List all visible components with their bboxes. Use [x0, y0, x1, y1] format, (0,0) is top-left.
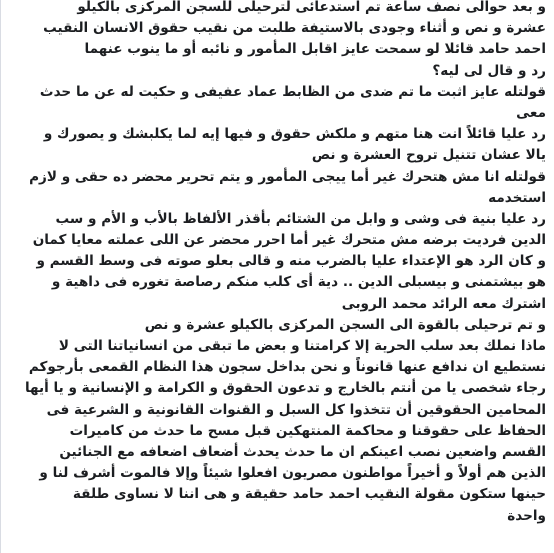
- post-line: القسم واضعين نصب اعينكم ان ما حدث يحدث أضعاف اضعافه مع الجنائين: [59, 443, 546, 460]
- post-line: يالا عشان تتنيل تروح العشرة و نص: [311, 147, 546, 164]
- post-line: و كان الرد هو الإعتداء عليا بالضرب منه و قالى بعلو صوته فى وسط القسم و: [36, 253, 546, 270]
- post-line: الذين هم أولاً و أخيراً مواطنون مصريون افعلوا شيئاً وإلا فالموت أشرف لنا و: [39, 465, 546, 482]
- post-line: الدين فرديت برضه مش متحرك غير أما احرر محضر عن اللى عملته معايا كمان: [32, 232, 546, 249]
- post-line: قولتله انا مش هتحرك غير أما ييجى المأمور و يتم تحرير محضر ده حقى و لازم: [29, 168, 546, 185]
- post-line: المحامين الحقوقين أن تتخذوا كل السبل و القنوات القانونية و الشرعية فى: [46, 401, 546, 418]
- post-line: حينها ستكون مقولة النقيب احمد حامد حقيقة و هى اننا لا نساوى طلقة: [72, 486, 546, 503]
- post-text-body: [1, 0, 554, 527]
- post-line: الحفاظ على حقوقنا و محاكمة المنتهكين قبل مسح ما حدث من كاميرات: [69, 422, 546, 439]
- post-line: رد عليا قائلاً انت هنا متهم و ملكش حقوق و فيها إيه لما يكلبشك و يصورك و: [43, 126, 546, 143]
- post-line: احمد حامد قائلا لو سمحت عايز اقابل المأمور و نائبه أو ما ينوب عنهما: [84, 41, 546, 58]
- post-line: رجاء شخصى يا من أنتم بالخارج و تدعون الحقوق و الكرامة و الإنسانية و يا أيها: [24, 380, 546, 397]
- post-line: استخدمه: [488, 189, 546, 206]
- post-line: ماذا نملك بعد سلب الحرية إلا كرامتنا و بعض ما تبقى من انسانياتنا التى لا: [58, 338, 546, 354]
- post-line: اشترك معه الرائد محمد الروبى: [341, 295, 546, 312]
- post-line: عشرة و نص و أثناء وجودى بالاستيفة طلبت من نقيب حقوق الانسان النقيب: [43, 20, 546, 37]
- post-line: رد عليا بنية فى وشى و وابل من الشتائم بأقذر الألفاظ بالأب و الأم و سب: [55, 210, 546, 227]
- post-line: و بعد حوالى نصف ساعة تم استدعائى لترحيلى للسجن المركزى بالكيلو: [77, 0, 546, 15]
- post-line: قولتله عايز اثبت ما تم ضدى من الظابط عماد عفيفى و حكيت له عن ما حدث: [39, 83, 546, 100]
- post-line: هو بيشتمنى و بيسبلى الدين .. دية أى كلب منكم رصاصة تغوره فى داهية و: [51, 274, 546, 291]
- post-line: معى: [516, 104, 546, 121]
- post-line: رد و قال لى ليه؟: [432, 62, 546, 79]
- post-line: نستطيع ان ندافع عنها قانوناً و نحن بداخل سجون هذا النظام القمعى بأرجوكم: [28, 359, 546, 376]
- post-line: و تم ترحيلى بالقوة الى السجن المركزى بالكيلو عشرة و نص: [144, 316, 546, 333]
- post-line: واحدة: [507, 507, 546, 524]
